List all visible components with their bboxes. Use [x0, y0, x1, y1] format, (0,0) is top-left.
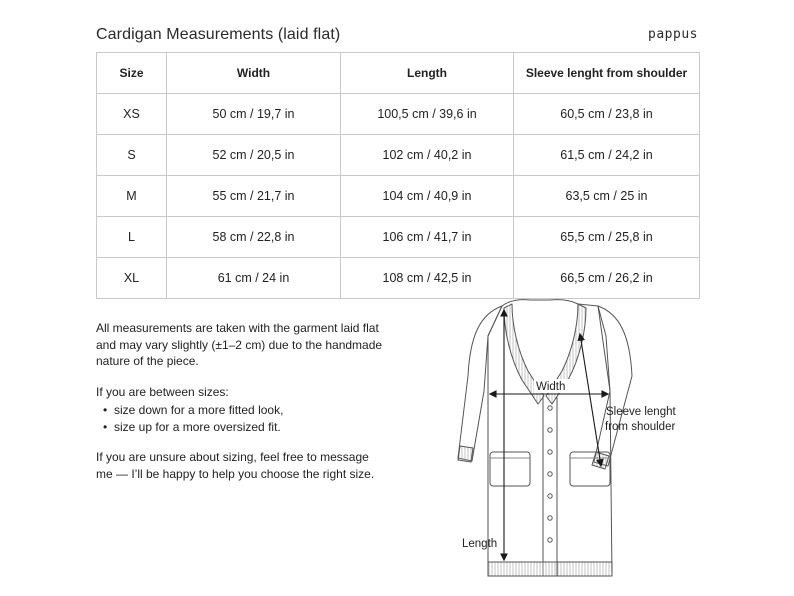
button-icon	[548, 450, 552, 454]
table-cell-length: 104 cm / 40,9 in	[341, 176, 514, 217]
table-row	[97, 217, 700, 258]
measurements-table	[96, 52, 700, 299]
notes-paragraph-measurements: All measurements are taken with the garment laid flat and may vary slightly (±1–2 cm) due to the handmade nature of the piece.	[96, 321, 383, 368]
table-cell-width: 52 cm / 20,5 in	[167, 135, 341, 176]
button-icon	[548, 494, 552, 498]
button-icon	[548, 406, 552, 410]
table-cell-size: S	[97, 135, 167, 176]
table-cell-size: XL	[97, 258, 167, 299]
column-header-sleeve: Sleeve lenght from shoulder	[514, 53, 700, 94]
cardigan-diagram	[440, 296, 700, 592]
hem-rib	[488, 562, 612, 576]
table-row	[97, 94, 700, 135]
table-cell-sleeve: 60,5 cm / 23,8 in	[514, 94, 700, 135]
table-cell-width: 58 cm / 22,8 in	[167, 217, 341, 258]
table-cell-size: M	[97, 176, 167, 217]
button-icon	[548, 516, 552, 520]
table-cell-sleeve: 63,5 cm / 25 in	[514, 176, 700, 217]
table-header-row	[97, 53, 700, 94]
list-item: • size down for a more fitted look,	[114, 402, 386, 419]
button-icon	[548, 428, 552, 432]
table-cell-length: 100,5 cm / 39,6 in	[341, 94, 514, 135]
table-cell-width: 55 cm / 21,7 in	[167, 176, 341, 217]
cardigan-body	[488, 300, 612, 576]
sleeve-label: Sleeve lenght	[606, 406, 676, 418]
table-cell-sleeve: 66,5 cm / 26,2 in	[514, 258, 700, 299]
table-row	[97, 258, 700, 299]
table-cell-width: 50 cm / 19,7 in	[167, 94, 341, 135]
table-cell-size: L	[97, 217, 167, 258]
sizing-notes	[96, 320, 386, 496]
list-item: • size up for a more oversized fit.	[114, 419, 386, 436]
table-cell-size: XS	[97, 94, 167, 135]
length-label: Length	[462, 538, 498, 550]
notes-paragraph-between-sizes: If you are between sizes:	[96, 384, 229, 399]
left-sleeve	[458, 306, 502, 461]
left-cuff	[458, 446, 473, 462]
table-cell-length: 102 cm / 40,2 in	[341, 135, 514, 176]
button-icon	[548, 472, 552, 476]
button-icon	[548, 538, 552, 542]
table-cell-width: 61 cm / 24 in	[167, 258, 341, 299]
table-cell-length: 108 cm / 42,5 in	[341, 258, 514, 299]
sleeve-arrow	[580, 334, 601, 466]
column-header-length: Length	[341, 53, 514, 94]
table-cell-sleeve: 61,5 cm / 24,2 in	[514, 135, 700, 176]
page-title: Cardigan Measurements (laid flat)	[96, 26, 341, 43]
column-header-width: Width	[167, 53, 341, 94]
notes-paragraph-contact: If you are unsure about sizing, feel free to message me — I’ll be happy to help you choose the right size.	[96, 450, 375, 481]
table-cell-length: 106 cm / 41,7 in	[341, 217, 514, 258]
table-row	[97, 176, 700, 217]
sleeve-label-line2: from shoulder	[605, 421, 676, 433]
column-header-size: Size	[97, 53, 167, 94]
notes-bullet-list	[96, 402, 386, 435]
table-cell-sleeve: 65,5 cm / 25,8 in	[514, 217, 700, 258]
width-label: Width	[536, 381, 566, 393]
brand-logo-text: pappus	[648, 27, 698, 42]
left-pocket	[490, 452, 530, 486]
table-row	[97, 135, 700, 176]
right-sleeve	[594, 306, 632, 466]
